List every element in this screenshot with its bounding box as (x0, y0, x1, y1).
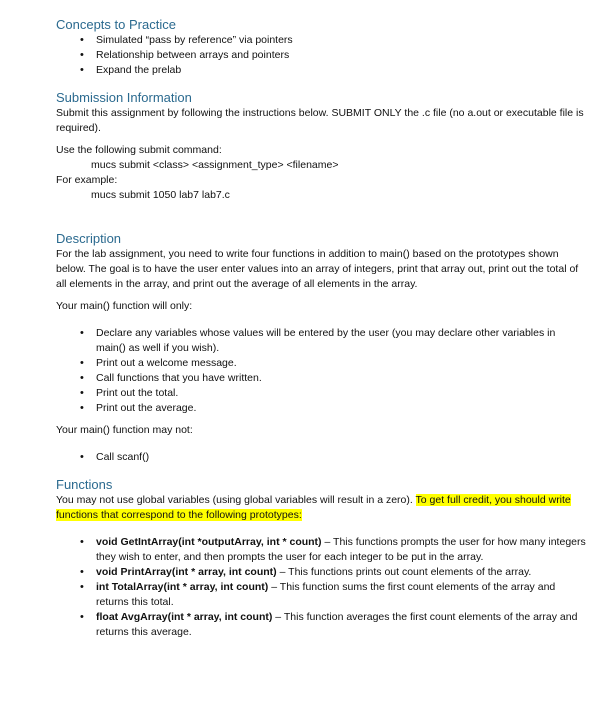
description-body: For the lab assignment, you need to write four functions in addition to main() based on the prototypes shown below. The goal is to have the user enter values into an array of integers, print that array out, print out the total of all elements in the array, and print out the average of all elements in the array. (56, 248, 579, 290)
main-not-label: Your main() function may not: (56, 424, 193, 436)
main-will-label: Your main() function will only: (56, 300, 193, 312)
main-will-list (56, 326, 586, 416)
description-heading: Description (56, 231, 122, 246)
list-item: • Print out a welcome message. (56, 356, 586, 371)
functions-intro-highlight: To get full credit, you should write functions that correspond to the following prototypes: (56, 494, 571, 521)
function-prototype-list (56, 535, 586, 640)
example-label: For example: (56, 174, 118, 186)
main-not-list (56, 450, 586, 465)
function-item (56, 565, 586, 580)
submit-command: mucs submit <class> <assignment_type> <filename> (91, 159, 339, 171)
function-description: – This functions prompts the user for how many integers they wish to enter, and then prompts the user for each integer to be put in the array. (96, 536, 586, 563)
function-description: – This function averages the first count elements of the array and returns this average. (96, 611, 578, 638)
functions-intro (56, 493, 586, 523)
submit-command-label: Use the following submit command: (56, 144, 222, 156)
function-signature: void GetIntArray(int *outputArray, int * count) (96, 536, 322, 548)
list-item: • Declare any variables whose values will be entered by the user (you may declare other variables in main() as well if you wish). (56, 326, 586, 356)
list-item: • Simulated “pass by reference” via pointers (56, 33, 586, 48)
function-description: – This functions prints out count elements of the array. (276, 566, 532, 578)
concepts-heading: Concepts to Practice (56, 17, 176, 32)
function-item (56, 580, 586, 610)
document-content (56, 17, 586, 640)
function-item (56, 610, 586, 640)
list-item: • Expand the prelab (56, 63, 586, 78)
concepts-list (56, 33, 586, 78)
list-item: • Print out the average. (56, 401, 586, 416)
list-item: • Call functions that you have written. (56, 371, 586, 386)
function-signature: void PrintArray(int * array, int count) (96, 566, 277, 578)
submission-intro: Submit this assignment by following the instructions below. SUBMIT ONLY the .c file (no a.out or executable file is required). (56, 107, 584, 134)
submission-heading: Submission Information (56, 90, 192, 105)
list-item: • Relationship between arrays and pointers (56, 48, 586, 63)
function-description: – This function sums the first count elements of the array and returns this total. (96, 581, 556, 608)
function-signature: float AvgArray(int * array, int count) (96, 611, 273, 623)
list-item: • Print out the total. (56, 386, 586, 401)
example-command: mucs submit 1050 lab7 lab7.c (91, 189, 230, 201)
function-signature: int TotalArray(int * array, int count) (96, 581, 269, 593)
functions-heading: Functions (56, 477, 113, 492)
list-item: • Call scanf() (56, 450, 586, 465)
functions-intro-text: You may not use global variables (using global variables will result in a zero). (56, 494, 416, 506)
function-item (56, 535, 586, 565)
